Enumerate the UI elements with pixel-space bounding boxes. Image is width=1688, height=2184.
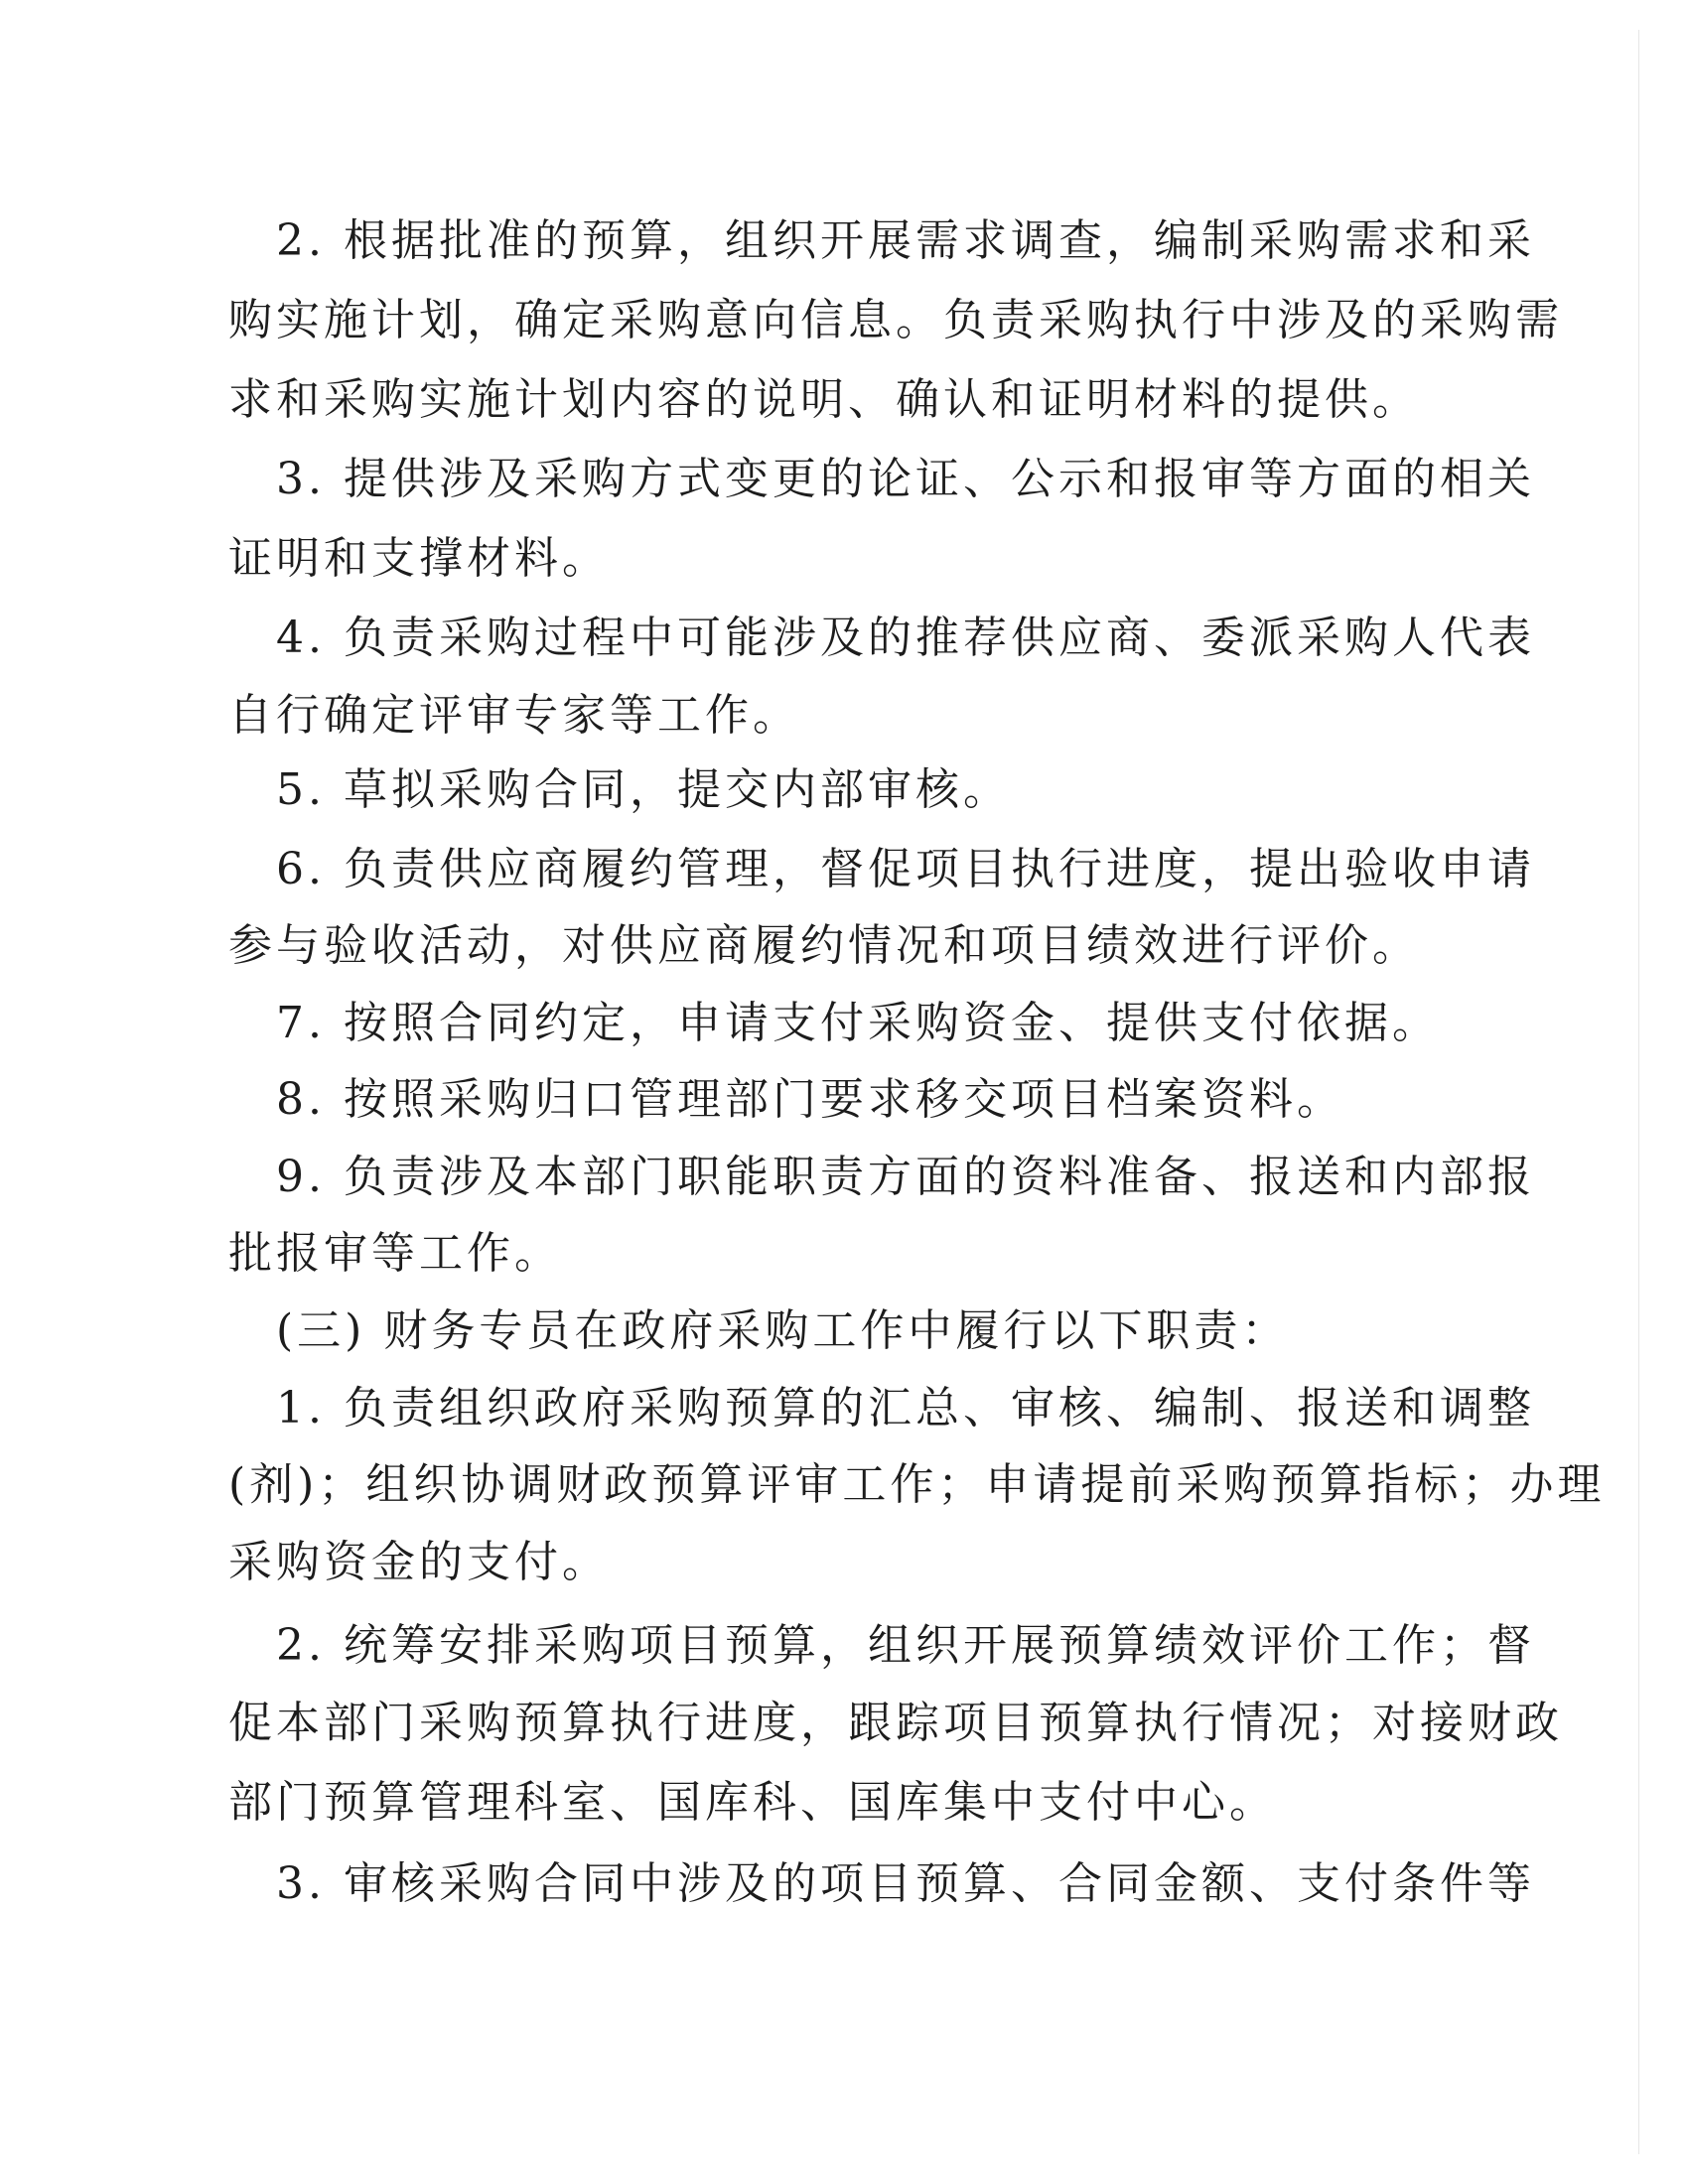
text-line-14: 批报审等工作。 xyxy=(228,1228,562,1279)
text-line-3: 求和采购实施计划内容的说明、确认和证明材料的提供。 xyxy=(228,374,1420,425)
text-line-7: 自行确定评审专家等工作。 xyxy=(228,690,800,741)
text-line-2: 购实施计划，确定采购意向信息。负责采购执行中涉及的采购需 xyxy=(228,295,1563,345)
text-line-19: 2. 统筹安排采购项目预算，组织开展预算绩效评价工作；督 xyxy=(228,1620,1535,1671)
section-heading-finance: (三) 财务专员在政府采购工作中履行以下职责： xyxy=(228,1305,1290,1356)
text-line-13: 9. 负责涉及本部门职能职责方面的资料准备、报送和内部报 xyxy=(228,1152,1535,1202)
text-line-4: 3. 提供涉及采购方式变更的论证、公示和报审等方面的相关 xyxy=(228,454,1535,504)
text-line-9: 6. 负责供应商履约管理，督促项目执行进度，提出验收申请 xyxy=(228,844,1535,894)
text-line-22: 3. 审核采购合同中涉及的项目预算、合同金额、支付条件等 xyxy=(228,1858,1535,1909)
text-line-21: 部门预算管理科室、国库科、国库集中支付中心。 xyxy=(228,1777,1277,1828)
text-line-10: 参与验收活动，对供应商履约情况和项目绩效进行评价。 xyxy=(228,920,1420,971)
text-line-20: 促本部门采购预算执行进度，跟踪项目预算执行情况；对接财政 xyxy=(228,1698,1563,1748)
text-line-17: (剂)；组织协调财政预算评审工作；申请提前采购预算指标；办理 xyxy=(228,1459,1606,1510)
text-line-6: 4. 负责采购过程中可能涉及的推荐供应商、委派采购人代表 xyxy=(228,613,1535,663)
text-line-8: 5. 草拟采购合同，提交内部审核。 xyxy=(228,764,1011,815)
text-line-5: 证明和支撑材料。 xyxy=(228,533,610,584)
scan-edge-divider xyxy=(1638,30,1639,2154)
text-line-1: 2. 根据批准的预算，组织开展需求调查，编制采购需求和采 xyxy=(228,215,1535,266)
text-line-16: 1. 负责组织政府采购预算的汇总、审核、编制、报送和调整 xyxy=(228,1383,1535,1433)
text-line-18: 采购资金的支付。 xyxy=(228,1537,610,1587)
text-line-12: 8. 按照采购归口管理部门要求移交项目档案资料。 xyxy=(228,1074,1344,1125)
text-line-11: 7. 按照合同约定，申请支付采购资金、提供支付依据。 xyxy=(228,998,1440,1048)
